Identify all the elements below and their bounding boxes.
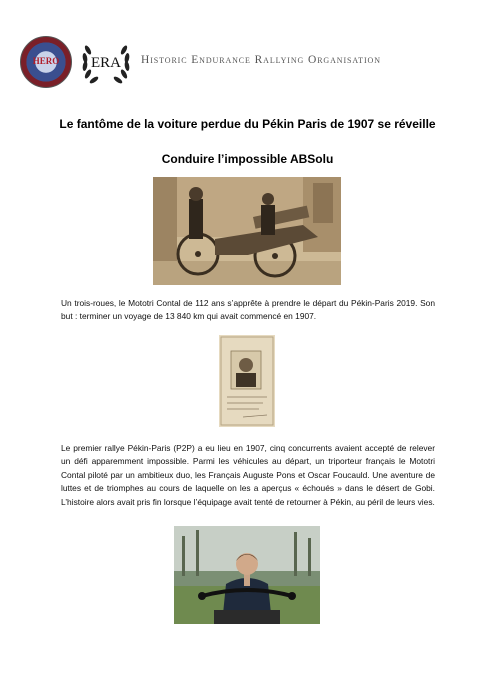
archive-document-photo — [219, 335, 275, 427]
hero-logo-text: HERO — [32, 56, 60, 66]
hero-logo — [20, 36, 72, 88]
driver-on-tricycle-photo — [174, 526, 320, 624]
era-laurel-logo — [79, 34, 133, 88]
era-logo-text: ERA — [91, 55, 121, 71]
intro-paragraph: Un trois-roues, le Mototri Contal de 112 ans s’apprête à prendre le départ du Pékin-Paris 2019. Son but : terminer un voyage de 13 840 km qui avait commencé en 1907. — [61, 298, 435, 322]
article-subtitle: Conduire l’impossible ABSolu — [161, 152, 334, 166]
history-paragraph: Le premier rallye Pékin-Paris (P2P) a eu lieu en 1907, cinq concurrents avaient accepté de relever un défi apparemment impossible. Parmi les véhicules au départ, un triporteur français le Mototri Contal piloté par un ambitieux duo, les Français Auguste Pons et Oscar Foucauld. Une aventure de luttes et de triomphes au cours de laquelle on les a aperçus « échoués » dans le désert de Gobi. L’histoire alors avait pris fin lorsque l’équipage avait tenté de retourner à Pékin, au péril de leurs vies. — [61, 443, 435, 507]
vintage-tricycle-photo — [153, 177, 341, 285]
organisation-name: Historic Endurance Rallying Organisation — [141, 54, 381, 66]
article-title: Le fantôme de la voiture perdue du Pékin Paris de 1907 se réveille — [59, 117, 436, 131]
page-header — [20, 34, 480, 90]
